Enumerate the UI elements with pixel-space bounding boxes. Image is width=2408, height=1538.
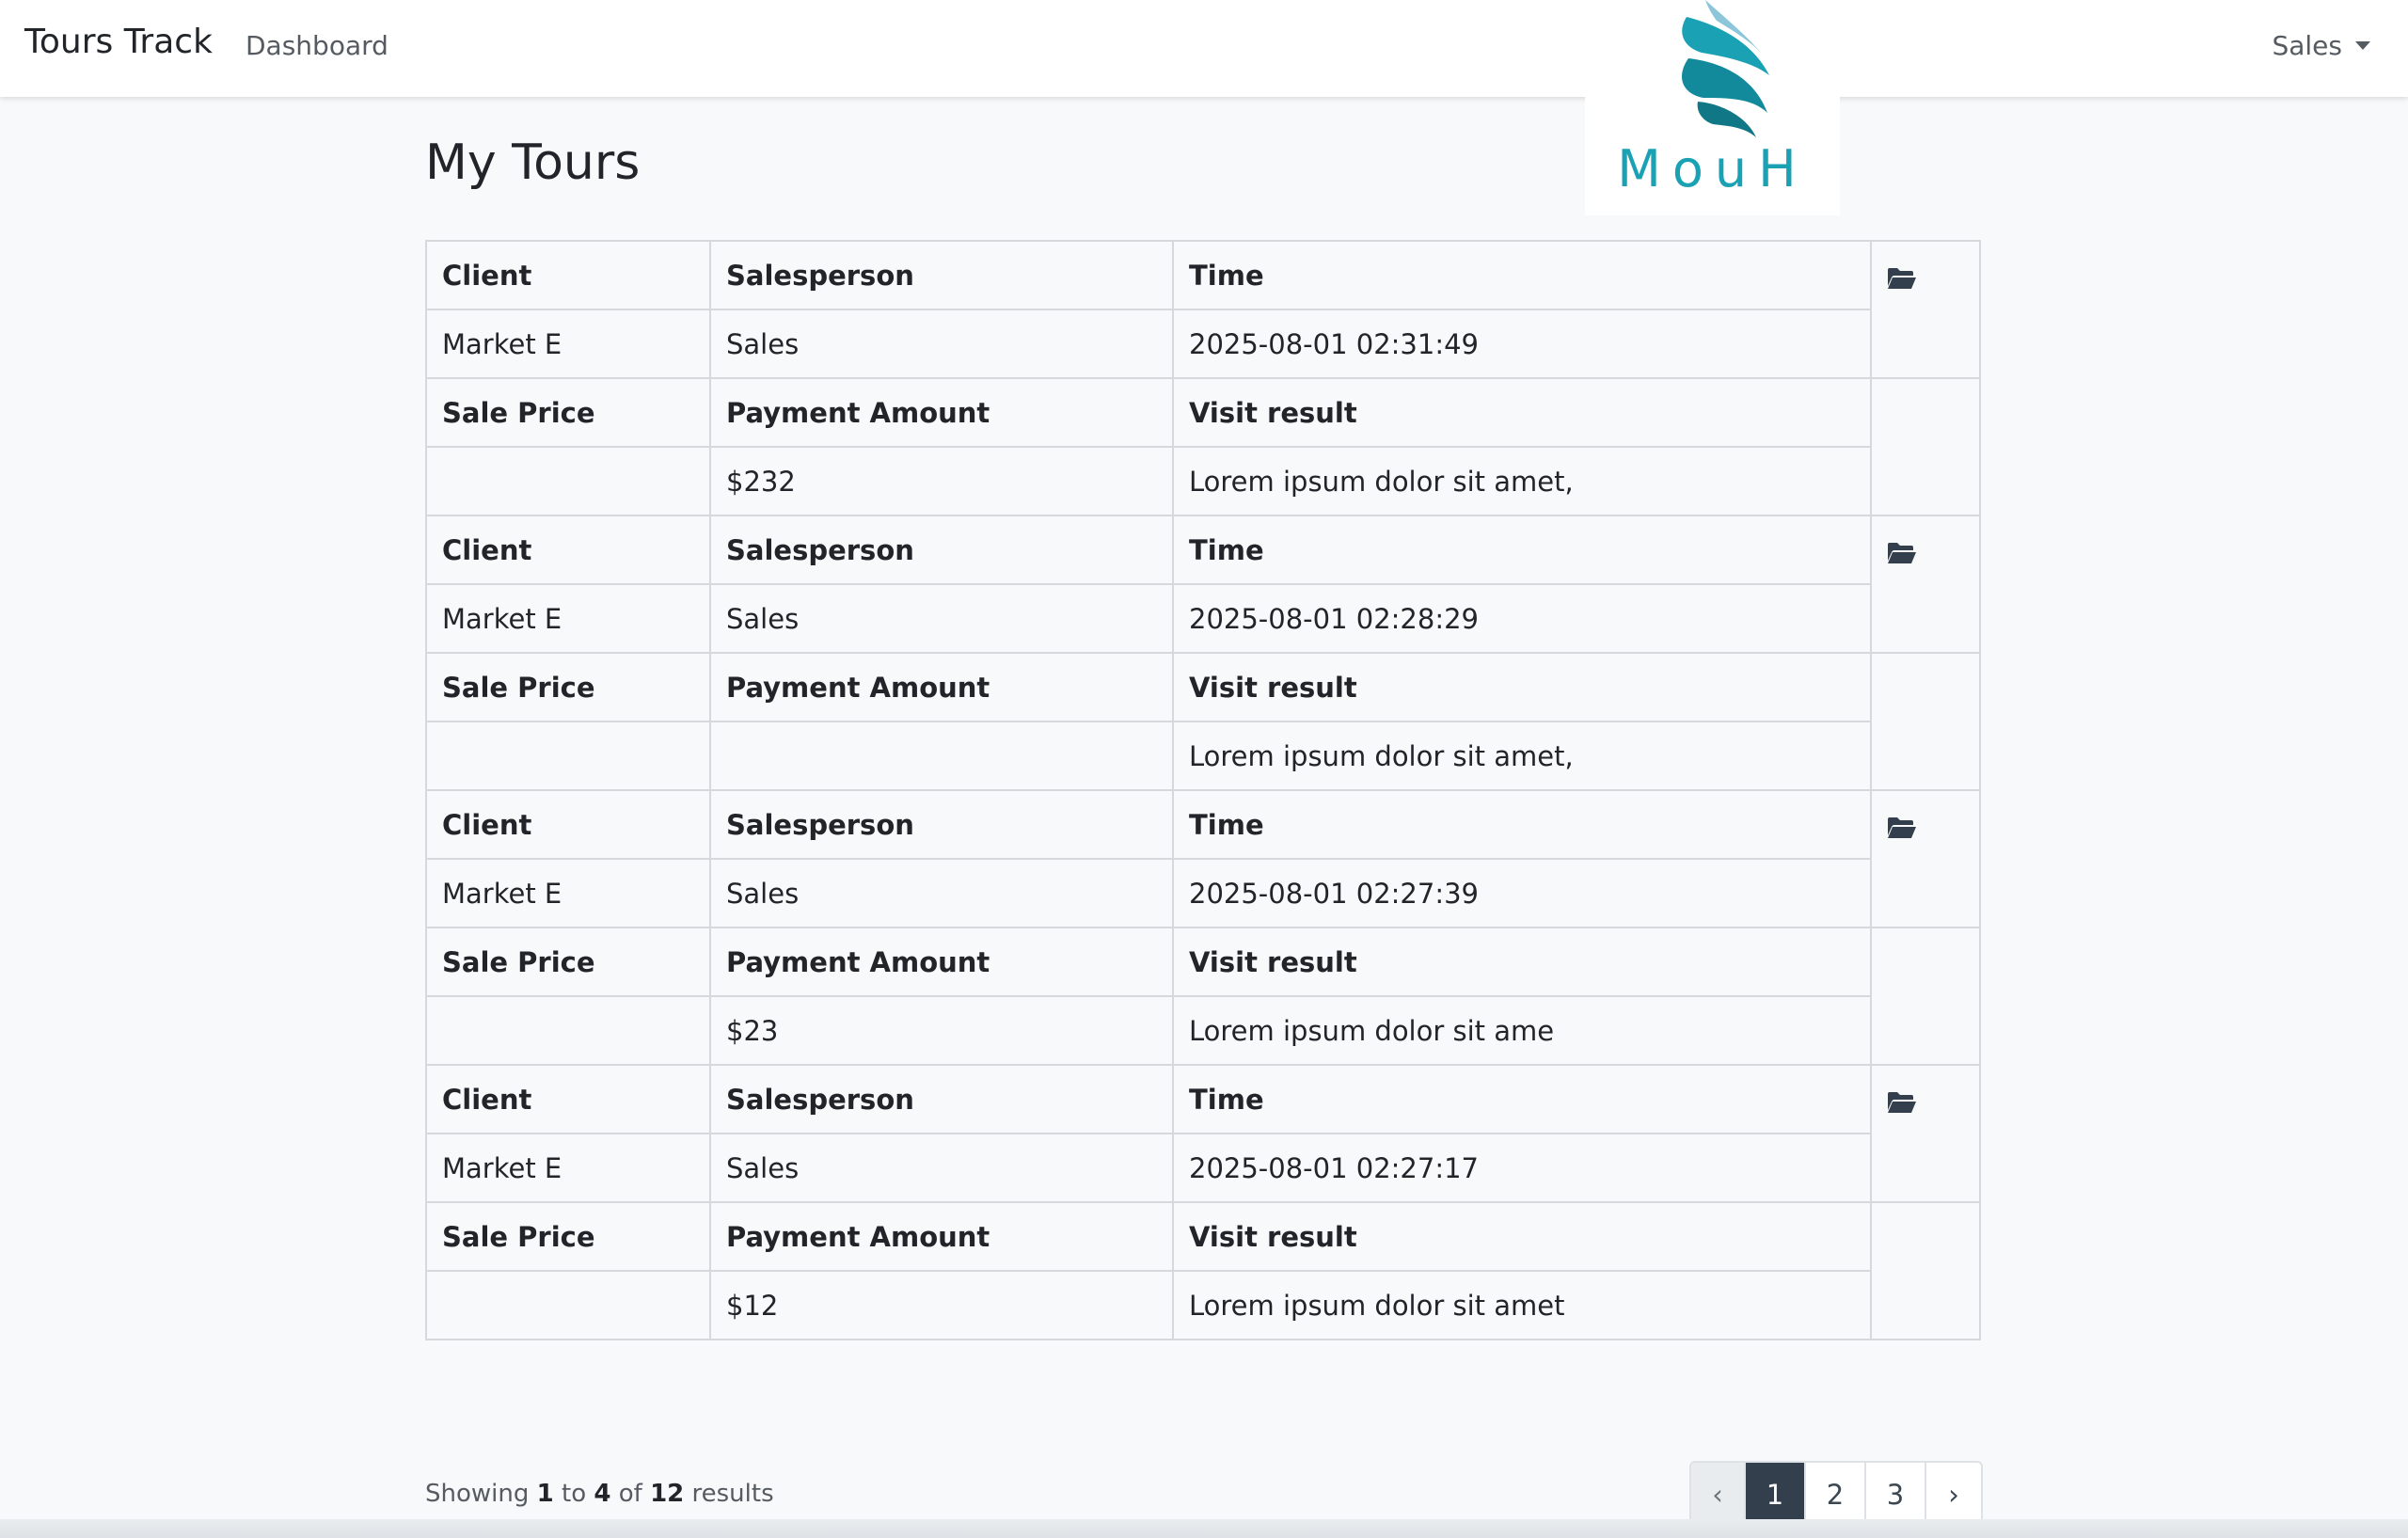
header-salesperson: Salesperson [710, 515, 1173, 584]
header-sale-price: Sale Price [426, 378, 710, 447]
header-payment-amount: Payment Amount [710, 378, 1173, 447]
summary-results-word: results [691, 1480, 774, 1508]
cell-time: 2025-08-01 02:27:17 [1173, 1134, 1871, 1202]
cell-sale-price [426, 1271, 710, 1340]
tour-actions-cell [1871, 790, 1980, 928]
tour-spacer-cell [1871, 653, 1980, 790]
tour-2-row-2 [426, 584, 1980, 653]
results-summary [425, 1480, 774, 1508]
tour-1-row-3 [426, 378, 1980, 447]
tour-3-row-4 [426, 996, 1980, 1065]
cell-client: Market E [426, 859, 710, 928]
cell-time: 2025-08-01 02:31:49 [1173, 309, 1871, 378]
summary-to-word: to [562, 1480, 587, 1508]
pagination-prev-button[interactable]: ‹ [1691, 1463, 1744, 1527]
tour-actions-cell [1871, 515, 1980, 653]
tour-actions-cell [1871, 1065, 1980, 1202]
header-time: Time [1173, 515, 1871, 584]
header-sale-price: Sale Price [426, 1202, 710, 1271]
cell-visit-result: Lorem ipsum dolor sit amet, [1173, 447, 1871, 515]
tour-1-row-2 [426, 309, 1980, 378]
pagination-page-2[interactable]: 2 [1804, 1463, 1864, 1527]
header-visit-result: Visit result [1173, 928, 1871, 996]
cell-salesperson: Sales [710, 859, 1173, 928]
tour-1-row-4 [426, 447, 1980, 515]
cell-salesperson: Sales [710, 584, 1173, 653]
header-salesperson: Salesperson [710, 241, 1173, 309]
folder-open-icon[interactable] [1887, 814, 1917, 846]
tour-4-row-1 [426, 1065, 1980, 1134]
cell-time: 2025-08-01 02:28:29 [1173, 584, 1871, 653]
tour-3-row-3 [426, 928, 1980, 996]
tour-1-row-1 [426, 241, 1980, 309]
logo-wave-icon [1585, 0, 1840, 141]
tour-2-row-4 [426, 721, 1980, 790]
header-payment-amount: Payment Amount [710, 928, 1173, 996]
header-client: Client [426, 1065, 710, 1134]
tour-spacer-cell [1871, 378, 1980, 515]
header-client: Client [426, 790, 710, 859]
cell-client: Market E [426, 309, 710, 378]
header-payment-amount: Payment Amount [710, 653, 1173, 721]
folder-open-icon[interactable] [1887, 264, 1917, 296]
summary-total: 12 [650, 1480, 685, 1508]
cell-visit-result: Lorem ipsum dolor sit amet [1173, 1271, 1871, 1340]
pagination-page-1[interactable]: 1 [1744, 1463, 1804, 1527]
folder-open-icon[interactable] [1887, 539, 1917, 571]
user-menu-dropdown[interactable] [2272, 30, 2370, 61]
cell-sale-price [426, 996, 710, 1065]
cell-payment-amount [710, 721, 1173, 790]
tour-actions-cell [1871, 241, 1980, 378]
header-visit-result: Visit result [1173, 378, 1871, 447]
cell-sale-price [426, 721, 710, 790]
user-menu-label: Sales [2272, 30, 2342, 61]
header-payment-amount: Payment Amount [710, 1202, 1173, 1271]
pagination-page-3[interactable]: 3 [1864, 1463, 1925, 1527]
tour-4-row-3 [426, 1202, 1980, 1271]
summary-of-word: of [618, 1480, 642, 1508]
cell-client: Market E [426, 584, 710, 653]
summary-showing: Showing [425, 1480, 530, 1508]
bottom-edge [0, 1519, 2408, 1538]
header-salesperson: Salesperson [710, 790, 1173, 859]
cell-salesperson: Sales [710, 309, 1173, 378]
cell-visit-result: Lorem ipsum dolor sit amet, [1173, 721, 1871, 790]
header-sale-price: Sale Price [426, 653, 710, 721]
tour-4-row-4 [426, 1271, 1980, 1340]
nav-link-dashboard[interactable]: Dashboard [246, 30, 388, 61]
header-visit-result: Visit result [1173, 1202, 1871, 1271]
cell-time: 2025-08-01 02:27:39 [1173, 859, 1871, 928]
pagination-next-button[interactable]: › [1925, 1463, 1981, 1527]
tour-3-row-1 [426, 790, 1980, 859]
caret-down-icon [2355, 41, 2370, 50]
header-time: Time [1173, 790, 1871, 859]
header-client: Client [426, 515, 710, 584]
logo-wordmark: MouH [1617, 139, 1808, 198]
page-title: My Tours [425, 135, 641, 191]
header-sale-price: Sale Price [426, 928, 710, 996]
brand-link[interactable]: Tours Track [24, 23, 213, 61]
header-visit-result: Visit result [1173, 653, 1871, 721]
cell-payment-amount: $23 [710, 996, 1173, 1065]
cell-client: Market E [426, 1134, 710, 1202]
tours-table [425, 240, 1981, 1340]
header-salesperson: Salesperson [710, 1065, 1173, 1134]
summary-to: 4 [594, 1480, 611, 1508]
tour-3-row-2 [426, 859, 1980, 928]
folder-open-icon[interactable] [1887, 1088, 1917, 1120]
cell-sale-price [426, 447, 710, 515]
cell-payment-amount: $232 [710, 447, 1173, 515]
header-client: Client [426, 241, 710, 309]
summary-from: 1 [536, 1480, 554, 1508]
header-time: Time [1173, 241, 1871, 309]
tour-spacer-cell [1871, 928, 1980, 1065]
header-time: Time [1173, 1065, 1871, 1134]
top-navbar [0, 0, 2408, 97]
tour-2-row-3 [426, 653, 1980, 721]
company-logo [1585, 0, 1840, 215]
cell-payment-amount: $12 [710, 1271, 1173, 1340]
tour-4-row-2 [426, 1134, 1980, 1202]
cell-visit-result: Lorem ipsum dolor sit ame [1173, 996, 1871, 1065]
cell-salesperson: Sales [710, 1134, 1173, 1202]
tour-2-row-1 [426, 515, 1980, 584]
tour-spacer-cell [1871, 1202, 1980, 1340]
